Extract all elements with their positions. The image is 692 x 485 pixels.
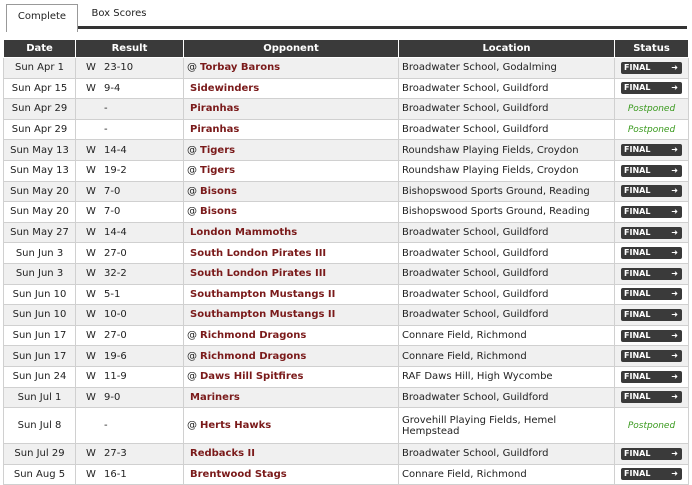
arrow-right-icon: ➜: [671, 62, 678, 72]
table-row: [4, 284, 689, 305]
date-cell: Sun Aug 5: [4, 464, 76, 485]
opponent-cell: [184, 243, 399, 264]
final-button[interactable]: FINAL ➜: [621, 468, 682, 480]
table-row: [4, 325, 689, 346]
column-header-result: Result: [76, 40, 184, 58]
arrow-right-icon: ➜: [671, 469, 678, 479]
table-row: [4, 181, 689, 202]
opponent-link[interactable]: South London Pirates III: [190, 268, 327, 280]
table-row: [4, 99, 689, 120]
opponent-link[interactable]: London Mammoths: [190, 227, 298, 239]
date-cell: Sun Apr 29: [4, 99, 76, 120]
opponent-link[interactable]: Tigers: [200, 165, 236, 177]
result-cell: [76, 284, 184, 305]
score: 27-3: [104, 448, 127, 460]
opponent-cell: [184, 99, 399, 120]
away-indicator: @: [187, 165, 197, 177]
opponent-link[interactable]: Piranhas: [190, 103, 240, 115]
status-cell: [615, 140, 689, 161]
final-button[interactable]: FINAL ➜: [621, 330, 682, 342]
date-cell: Sun May 27: [4, 222, 76, 243]
status-cell: [615, 387, 689, 408]
opponent-cell: [184, 58, 399, 79]
win-loss-indicator: W: [86, 371, 96, 383]
final-button[interactable]: FINAL ➜: [621, 350, 682, 362]
score: 32-2: [104, 268, 127, 280]
final-button[interactable]: FINAL ➜: [621, 206, 682, 218]
opponent-cell: [184, 140, 399, 161]
opponent-cell: [184, 263, 399, 284]
location-cell: Broadwater School, Guildford: [399, 305, 615, 326]
opponent-cell: [184, 346, 399, 367]
win-loss-indicator: W: [86, 309, 96, 321]
status-cell: [615, 263, 689, 284]
away-indicator: @: [187, 330, 197, 342]
win-loss-indicator: W: [86, 247, 96, 259]
result-cell: [76, 222, 184, 243]
arrow-right-icon: ➜: [671, 227, 678, 237]
win-loss-indicator: W: [86, 82, 96, 94]
opponent-cell: [184, 202, 399, 223]
column-header-location: Location: [399, 40, 615, 58]
table-row: [4, 202, 689, 223]
win-loss-indicator: W: [86, 448, 96, 460]
win-loss-indicator: W: [86, 350, 96, 362]
date-cell: Sun May 13: [4, 140, 76, 161]
status-cell: [615, 243, 689, 264]
away-indicator: @: [187, 144, 197, 156]
date-cell: Sun Apr 1: [4, 58, 76, 79]
status-cell: [615, 464, 689, 485]
opponent-cell: [184, 78, 399, 99]
opponent-link[interactable]: South London Pirates III: [190, 247, 327, 259]
location-cell: RAF Daws Hill, High Wycombe: [399, 366, 615, 387]
final-button[interactable]: FINAL ➜: [621, 185, 682, 197]
score: 27-0: [104, 247, 127, 259]
arrow-right-icon: ➜: [671, 145, 678, 155]
score: 7-0: [104, 185, 121, 197]
win-loss-indicator: W: [86, 144, 96, 156]
opponent-link[interactable]: Sidewinders: [190, 82, 260, 94]
arrow-right-icon: ➜: [671, 289, 678, 299]
result-cell: [76, 387, 184, 408]
score: 16-1: [104, 468, 127, 480]
win-loss-indicator: W: [86, 185, 96, 197]
arrow-right-icon: ➜: [671, 206, 678, 216]
table-row: [4, 119, 689, 140]
opponent-link[interactable]: Daws Hill Spitfires: [200, 371, 304, 383]
table-row: [4, 222, 689, 243]
result-cell: [76, 366, 184, 387]
location-cell: Broadwater School, Guildford: [399, 243, 615, 264]
location-cell: Broadwater School, Guildford: [399, 387, 615, 408]
table-row: [4, 243, 689, 264]
location-cell: Broadwater School, Guildford: [399, 444, 615, 465]
location-cell: Roundshaw Playing Fields, Croydon: [399, 160, 615, 181]
score: 19-6: [104, 350, 127, 362]
score: 10-0: [104, 309, 127, 321]
result-cell: [76, 202, 184, 223]
status-cell: [615, 202, 689, 223]
table-row: [4, 263, 689, 284]
final-button[interactable]: FINAL ➜: [621, 309, 682, 321]
opponent-link[interactable]: Mariners: [190, 391, 240, 403]
status-cell: [615, 444, 689, 465]
arrow-right-icon: ➜: [671, 392, 678, 402]
opponent-cell: [184, 181, 399, 202]
date-cell: Sun Jun 10: [4, 305, 76, 326]
date-cell: Sun Jun 24: [4, 366, 76, 387]
arrow-right-icon: ➜: [671, 351, 678, 361]
location-cell: Broadwater School, Godalming: [399, 58, 615, 79]
status-cell: [615, 58, 689, 79]
schedule-table: [3, 39, 689, 485]
status-cell: [615, 346, 689, 367]
location-cell: Broadwater School, Guildford: [399, 119, 615, 140]
location-cell: Connare Field, Richmond: [399, 464, 615, 485]
table-row: [4, 387, 689, 408]
opponent-link[interactable]: Herts Hawks: [200, 420, 272, 432]
result-cell: [76, 305, 184, 326]
win-loss-indicator: W: [86, 206, 96, 218]
status-cell: [615, 284, 689, 305]
column-header-opponent: Opponent: [184, 40, 399, 58]
away-indicator: @: [187, 62, 197, 74]
date-cell: Sun Jul 1: [4, 387, 76, 408]
table-row: [4, 366, 689, 387]
arrow-right-icon: ➜: [671, 165, 678, 175]
win-loss-indicator: W: [86, 288, 96, 300]
win-loss-indicator: W: [86, 62, 96, 74]
score: 7-0: [104, 206, 121, 218]
score: 9-0: [104, 391, 121, 403]
date-cell: Sun Apr 29: [4, 119, 76, 140]
win-loss-indicator: W: [86, 330, 96, 342]
away-indicator: @: [187, 420, 197, 432]
score: 23-10: [104, 62, 134, 74]
result-cell: [76, 408, 184, 444]
status-cell: [615, 305, 689, 326]
opponent-cell: [184, 464, 399, 485]
status-postponed: Postponed: [627, 421, 676, 432]
status-postponed: Postponed: [627, 104, 676, 115]
score: 5-1: [104, 288, 121, 300]
status-cell: [615, 181, 689, 202]
arrow-right-icon: ➜: [671, 268, 678, 278]
date-cell: Sun Jul 8: [4, 408, 76, 444]
result-cell: [76, 160, 184, 181]
opponent-cell: [184, 408, 399, 444]
win-loss-indicator: W: [86, 268, 96, 280]
result-cell: [76, 444, 184, 465]
win-loss-indicator: W: [86, 468, 96, 480]
status-cell: [615, 99, 689, 120]
final-button[interactable]: FINAL ➜: [621, 82, 682, 94]
status-cell: [615, 222, 689, 243]
table-row: [4, 444, 689, 465]
status-cell: [615, 366, 689, 387]
result-cell: [76, 140, 184, 161]
score: -: [104, 420, 108, 432]
date-cell: Sun Jul 29: [4, 444, 76, 465]
location-cell: Connare Field, Richmond: [399, 325, 615, 346]
location-cell: Connare Field, Richmond: [399, 346, 615, 367]
date-cell: Sun Jun 17: [4, 346, 76, 367]
final-button[interactable]: FINAL ➜: [621, 247, 682, 259]
opponent-cell: [184, 160, 399, 181]
arrow-right-icon: ➜: [671, 186, 678, 196]
location-cell: Broadwater School, Guildford: [399, 78, 615, 99]
table-row: [4, 408, 689, 444]
opponent-cell: [184, 119, 399, 140]
tab-box-scores[interactable]: Box Scores: [91, 8, 147, 19]
opponent-link[interactable]: Bisons: [200, 185, 237, 197]
result-cell: [76, 119, 184, 140]
final-button[interactable]: FINAL ➜: [621, 62, 682, 74]
location-cell: Grovehill Playing Fields, Hemel Hempstead: [399, 408, 615, 444]
result-cell: [76, 181, 184, 202]
status-cell: [615, 325, 689, 346]
date-cell: Sun Apr 15: [4, 78, 76, 99]
table-row: [4, 58, 689, 79]
status-cell: [615, 408, 689, 444]
score: 14-4: [104, 144, 127, 156]
status-cell: [615, 160, 689, 181]
opponent-link[interactable]: Brentwood Stags: [190, 468, 287, 480]
location-cell: Broadwater School, Guildford: [399, 284, 615, 305]
opponent-link[interactable]: Bisons: [200, 206, 237, 218]
opponent-link[interactable]: Torbay Barons: [200, 62, 281, 74]
opponent-link[interactable]: Tigers: [200, 144, 236, 156]
result-cell: [76, 464, 184, 485]
score: -: [104, 103, 108, 115]
location-cell: Broadwater School, Guildford: [399, 263, 615, 284]
date-cell: Sun Jun 3: [4, 243, 76, 264]
result-cell: [76, 99, 184, 120]
final-button[interactable]: FINAL ➜: [621, 288, 682, 300]
final-button[interactable]: FINAL ➜: [621, 268, 682, 280]
win-loss-indicator: W: [86, 391, 96, 403]
table-row: [4, 305, 689, 326]
final-button[interactable]: FINAL ➜: [621, 165, 682, 177]
arrow-right-icon: ➜: [671, 248, 678, 258]
location-cell: Roundshaw Playing Fields, Croydon: [399, 140, 615, 161]
final-button[interactable]: FINAL ➜: [621, 448, 682, 460]
score: 14-4: [104, 227, 127, 239]
away-indicator: @: [187, 371, 197, 383]
table-row: [4, 464, 689, 485]
opponent-link[interactable]: Piranhas: [190, 124, 240, 136]
column-header-status: Status: [615, 40, 689, 58]
result-cell: [76, 243, 184, 264]
location-cell: Bishopswood Sports Ground, Reading: [399, 181, 615, 202]
opponent-cell: [184, 284, 399, 305]
date-cell: Sun Jun 17: [4, 325, 76, 346]
opponent-cell: [184, 325, 399, 346]
opponent-link[interactable]: Richmond Dragons: [200, 350, 307, 362]
opponent-link[interactable]: Southampton Mustangs II: [190, 288, 336, 300]
arrow-right-icon: ➜: [671, 330, 678, 340]
opponent-link[interactable]: Redbacks II: [190, 448, 255, 460]
date-cell: Sun Jun 10: [4, 284, 76, 305]
result-cell: [76, 78, 184, 99]
win-loss-indicator: W: [86, 165, 96, 177]
final-button[interactable]: FINAL ➜: [621, 144, 682, 156]
opponent-link[interactable]: Southampton Mustangs II: [190, 309, 336, 321]
status-postponed: Postponed: [627, 125, 676, 136]
score: -: [104, 124, 108, 136]
away-indicator: @: [187, 350, 197, 362]
opponent-link[interactable]: Richmond Dragons: [200, 330, 307, 342]
date-cell: Sun May 20: [4, 181, 76, 202]
win-loss-indicator: W: [86, 227, 96, 239]
opponent-cell: [184, 387, 399, 408]
status-cell: [615, 119, 689, 140]
final-button[interactable]: FINAL ➜: [621, 371, 682, 383]
location-cell: Broadwater School, Guildford: [399, 222, 615, 243]
location-cell: Bishopswood Sports Ground, Reading: [399, 202, 615, 223]
date-cell: Sun May 20: [4, 202, 76, 223]
column-header-date: Date: [4, 40, 76, 58]
arrow-right-icon: ➜: [671, 309, 678, 319]
result-cell: [76, 346, 184, 367]
score: 11-9: [104, 371, 127, 383]
opponent-cell: [184, 444, 399, 465]
result-cell: [76, 58, 184, 79]
opponent-cell: [184, 305, 399, 326]
arrow-right-icon: ➜: [671, 448, 678, 458]
tab-bar: [0, 0, 692, 31]
away-indicator: @: [187, 206, 197, 218]
status-cell: [615, 78, 689, 99]
table-header-row: [4, 40, 689, 58]
table-row: [4, 140, 689, 161]
tab-complete[interactable]: Complete: [6, 4, 78, 32]
date-cell: Sun May 13: [4, 160, 76, 181]
table-row: [4, 346, 689, 367]
result-cell: [76, 263, 184, 284]
opponent-cell: [184, 366, 399, 387]
final-button[interactable]: FINAL ➜: [621, 391, 682, 403]
final-button[interactable]: FINAL ➜: [621, 227, 682, 239]
score: 27-0: [104, 330, 127, 342]
score: 9-4: [104, 82, 121, 94]
date-cell: Sun Jun 3: [4, 263, 76, 284]
away-indicator: @: [187, 185, 197, 197]
arrow-right-icon: ➜: [671, 83, 678, 93]
tab-divider: [78, 26, 687, 29]
table-row: [4, 160, 689, 181]
table-row: [4, 78, 689, 99]
score: 19-2: [104, 165, 127, 177]
opponent-cell: [184, 222, 399, 243]
location-cell: Broadwater School, Guildford: [399, 99, 615, 120]
arrow-right-icon: ➜: [671, 371, 678, 381]
result-cell: [76, 325, 184, 346]
